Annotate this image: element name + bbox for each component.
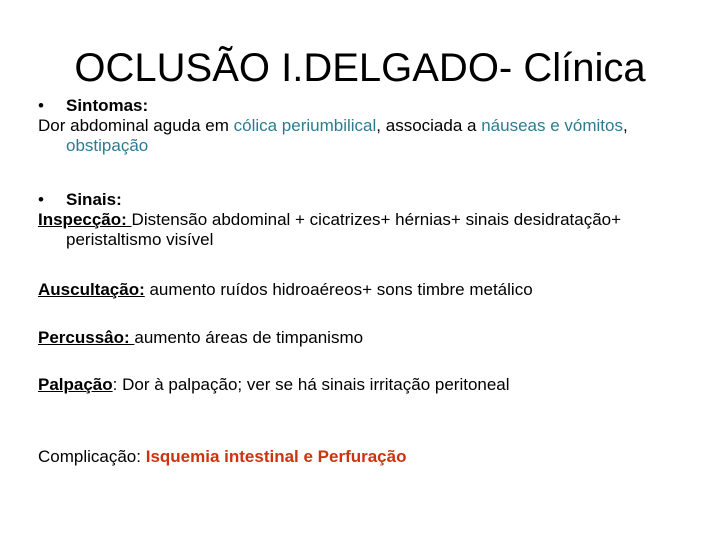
inspeccao-text [38,210,698,250]
sintomas-highlight-colica: cólica periumbilical [233,116,377,135]
sintomas-section [38,96,698,156]
complicacao-line [38,447,698,467]
sintomas-text-3: , [622,116,628,135]
auscultacao-line [38,280,698,300]
page-title: OCLUSÃO I.DELGADO- Clínica [74,46,646,90]
complicacao-value: Isquemia intestinal e Perfuração [145,447,407,466]
sinais-heading: Sinais: [66,190,122,209]
inspeccao-value: Distensão abdominal + cicatrizes+ hérnias+ sinais desidratação+ peristaltismo visível [66,210,622,249]
sintomas-highlight-nauseas: náuseas e vómitos [481,116,623,135]
palpacao-label: Palpação [38,375,113,394]
bullet-icon: • [38,190,44,209]
auscultacao-label: Auscultação: [38,280,145,299]
sintomas-heading-line [38,96,698,116]
sintomas-text-2: , associada a [376,116,482,135]
palpacao-value: : Dor à palpação; ver se há sinais irritação peritoneal [112,375,510,394]
sinais-section [38,190,698,250]
palpacao-line [38,375,698,395]
sintomas-text-1: Dor abdominal aguda em [38,116,234,135]
auscultacao-value: aumento ruídos hidroaéreos+ sons timbre metálico [144,280,533,299]
sintomas-text [38,116,698,156]
percussao-value: aumento áreas de timpanismo [134,328,364,347]
sintomas-highlight-obstipacao: obstipação [66,136,149,155]
complicacao-label: Complicação: [38,447,146,466]
inspeccao-label: Inspecção: [38,210,132,229]
bullet-icon: • [38,96,44,115]
sintomas-heading: Sintomas: [66,96,149,115]
percussao-line [38,328,698,348]
percussao-label: Percussâo: [38,328,135,347]
sinais-heading-line [38,190,698,210]
